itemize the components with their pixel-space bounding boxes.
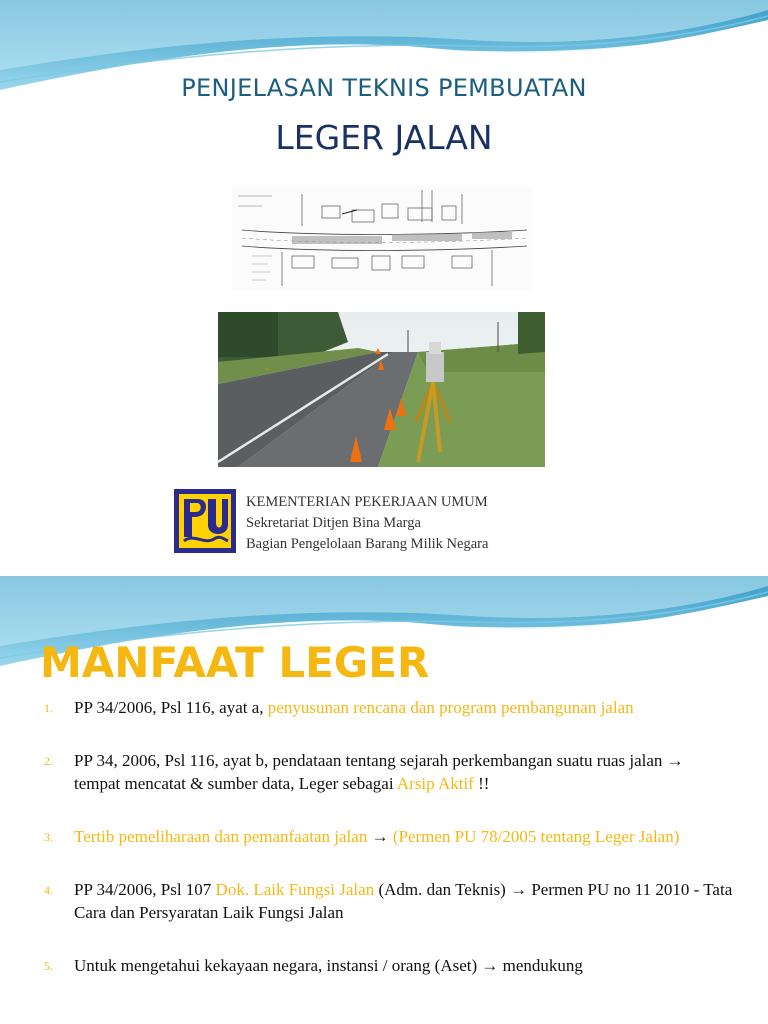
road-survey-photo (218, 312, 545, 467)
slide-subtitle: LEGER JALAN (275, 118, 493, 157)
slide-title: MANFAAT LEGER (40, 638, 430, 687)
item-highlight: Tertib pemeliharaan dan pemanfaatan jalan (74, 827, 368, 846)
org-division: Bagian Pengelolaan Barang Milik Negara (246, 536, 489, 552)
item-highlight: Dok. Laik Fungsi Jalan (215, 880, 375, 899)
pu-ministry-logo (174, 489, 236, 553)
item-text: Untuk mengetahui kekayaan negara, instansi / orang (Aset) → mendukung (74, 956, 583, 975)
org-ministry-name: KEMENTERIAN PEKERJAAN UMUM (246, 494, 488, 510)
item-highlight-reference: (Permen PU 78/2005 tentang Leger Jalan) (392, 827, 680, 846)
item-highlight: penyusunan rencana dan program pembangunan jalan (267, 698, 634, 717)
organization-block (246, 492, 488, 555)
benefits-slide (0, 576, 768, 1024)
benefits-list (44, 696, 734, 977)
list-number: 2. (44, 754, 53, 768)
item-text: → (367, 827, 393, 846)
item-text-end: (Adm. dan Teknis) → Permen PU no 11 2010 - Tata Cara dan Persyaratan Laik Fungsi Jalan (74, 880, 733, 922)
list-item (44, 749, 734, 795)
list-number: 3. (44, 830, 53, 844)
org-directorate: Sekretariat Ditjen Bina Marga (246, 515, 421, 531)
item-highlight: Arsip Aktif (396, 774, 474, 793)
list-item (44, 878, 734, 924)
slide-title: PENJELASAN TEKNIS PEMBUATAN (181, 74, 587, 102)
road-plan-drawing (232, 186, 532, 290)
list-number: 5. (44, 959, 53, 973)
item-text-end: !! (473, 774, 490, 793)
item-text: PP 34, 2006, Psl 116, ayat b, pendataan tentang sejarah perkembangan suatu ruas jalan → tempat mencatat & sumber data, Leger sebagai (74, 751, 684, 793)
list-item (44, 696, 734, 719)
list-number: 1. (44, 701, 53, 715)
list-item (44, 825, 734, 848)
item-text: PP 34/2006, Psl 116, ayat a, (74, 698, 268, 717)
item-text: PP 34/2006, Psl 107 (74, 880, 216, 899)
list-item (44, 954, 734, 977)
list-number: 4. (44, 883, 53, 897)
